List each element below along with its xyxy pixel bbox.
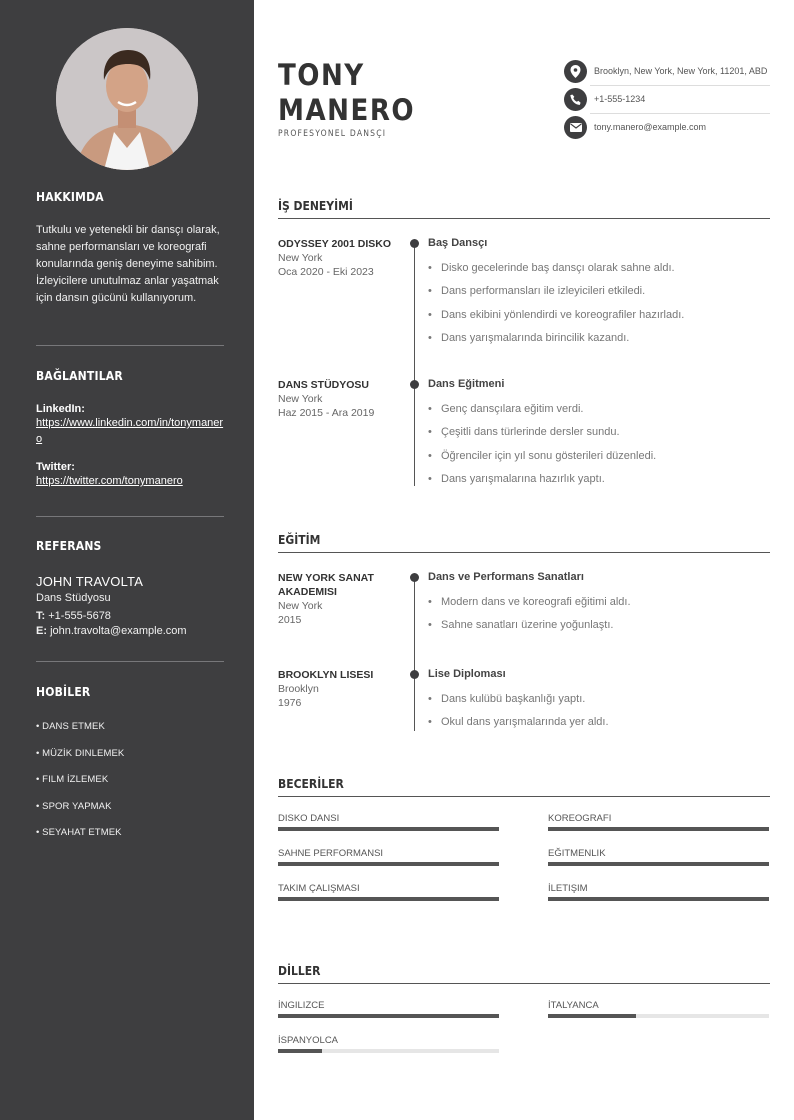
education-timeline — [414, 578, 415, 731]
bullet-item: • Sahne sanatları üzerine yoğunlaştı. — [428, 619, 770, 642]
degree-title: Dans ve Performans Sanatları — [428, 571, 584, 583]
bullet-item: • Dans yarışmalarında birincilik kazandı. — [428, 332, 770, 355]
language-item — [278, 1000, 499, 1018]
skill-bar-fill — [548, 827, 769, 831]
skill-label: SAHNE PERFORMANSI — [278, 848, 384, 859]
experience-1-meta — [278, 237, 396, 279]
name-first: TONY — [278, 58, 365, 92]
role-title: Dans Eğitmeni — [428, 378, 505, 390]
address-text: Brooklyn, New York, New York, 11201, ABD — [594, 66, 768, 76]
bullet-item: • Dans performansları ile izleyicileri etkiledi. — [428, 285, 770, 308]
reference-title: REFERANS — [36, 539, 102, 553]
skill-item — [278, 813, 499, 831]
bullet-item: • Dans yarışmalarına hazırlık yaptı. — [428, 473, 770, 496]
skill-bar — [278, 862, 499, 866]
phone-value: +1-555-5678 — [48, 610, 111, 622]
experience-timeline — [414, 243, 415, 486]
degree-title: Lise Diploması — [428, 668, 506, 680]
skill-label: İLETIŞIM — [548, 883, 588, 894]
dates: 2015 — [278, 614, 302, 626]
profile-photo — [56, 28, 198, 170]
sidebar — [0, 0, 254, 1120]
bullet-item: • Dans kulübü başkanlığı yaptı. — [428, 693, 770, 716]
links-title: BAĞLANTILAR — [36, 369, 123, 383]
bullet-item: • Öğrenciler için yıl sonu gösterileri düzenledi. — [428, 450, 770, 473]
skill-label: EĞITMENLIK — [548, 848, 606, 859]
skill-item — [278, 883, 499, 901]
location: New York — [278, 393, 323, 405]
education-2-details — [428, 668, 770, 740]
bullet-item: • Çeşitli dans türlerinde dersler sundu. — [428, 426, 770, 449]
about-title: HAKKIMDA — [36, 190, 104, 204]
location: New York — [278, 252, 323, 264]
email-label: E: — [36, 625, 47, 637]
divider — [36, 345, 224, 346]
skill-bar — [278, 897, 499, 901]
skill-label: TAKIM ÇALIŞMASI — [278, 883, 360, 894]
location: New York — [278, 600, 323, 612]
skill-bar-fill — [278, 827, 499, 831]
about-section — [36, 190, 224, 307]
skill-bar-fill — [278, 862, 499, 866]
contact-phone — [564, 88, 770, 111]
language-bar — [278, 1049, 499, 1053]
skill-item — [278, 848, 499, 866]
about-text: Tutkulu ve yetenekli bir dansçı olarak, sahne performansları ve koreografi konularında geniş deneyime sahibim. İzleyicilere unutulmaz anlar yaşatmak için dansın gücünü kullanıyorum. — [36, 224, 220, 304]
divider — [36, 661, 224, 662]
phone-icon — [564, 88, 587, 111]
link-label: LinkedIn: — [36, 403, 85, 415]
organization: ODYSSEY 2001 DISKO — [278, 238, 392, 250]
reference-name: JOHN TRAVOLTA — [36, 574, 144, 589]
link-label: Twitter: — [36, 461, 75, 473]
divider — [590, 113, 770, 114]
bullet-item: • Disko gecelerinde baş dansçı olarak sahne aldı. — [428, 262, 770, 285]
skill-label: DISKO DANSI — [278, 813, 340, 824]
dates: 1976 — [278, 697, 302, 709]
skill-item — [548, 883, 769, 901]
dates: Haz 2015 - Ara 2019 — [278, 407, 375, 419]
experience-1-details — [428, 237, 770, 355]
envelope-icon — [564, 116, 587, 139]
education-1-details — [428, 571, 770, 643]
divider — [36, 516, 224, 517]
language-bar — [278, 1014, 499, 1018]
language-label: İTALYANCA — [548, 1000, 599, 1011]
email-text: tony.manero@example.com — [594, 122, 707, 132]
language-item — [278, 1035, 499, 1053]
skill-bar — [278, 827, 499, 831]
timeline-dot — [410, 380, 419, 389]
organization: DANS STÜDYOSU — [278, 379, 370, 391]
language-label: İSPANYOLCA — [278, 1035, 339, 1046]
divider — [590, 85, 770, 86]
contact-email — [564, 116, 770, 139]
skill-bar — [548, 827, 769, 831]
reference-email — [36, 624, 224, 639]
education-1-meta — [278, 571, 396, 627]
hobby-item: • MÜZİK DINLEMEK — [36, 747, 125, 759]
language-bar — [548, 1014, 769, 1018]
reference-section — [36, 539, 224, 639]
reference-company: Dans Stüdyosu — [36, 592, 111, 604]
portrait-image — [56, 28, 198, 170]
location-pin-icon — [564, 60, 587, 83]
organization: BROOKLYN LISESI — [278, 669, 374, 681]
hobbies-title: HOBİLER — [36, 685, 91, 699]
job-title: PROFESYONEL DANSÇI — [278, 129, 387, 139]
location: Brooklyn — [278, 683, 319, 695]
languages-title: DİLLER — [278, 964, 770, 984]
link-linkedin — [36, 403, 224, 447]
full-name — [278, 58, 415, 128]
bullet-item: • Okul dans yarışmalarında yer aldı. — [428, 716, 770, 739]
skill-bar — [548, 862, 769, 866]
skill-item — [548, 813, 769, 831]
hobby-item: • SPOR YAPMAK — [36, 800, 112, 812]
timeline-dot — [410, 239, 419, 248]
experience-2-meta — [278, 378, 396, 420]
link-twitter — [36, 461, 224, 489]
language-label: İNGILIZCE — [278, 1000, 325, 1011]
bullet-item: • Genç dansçılara eğitim verdi. — [428, 403, 770, 426]
hobbies-section — [36, 685, 224, 854]
email-value: john.travolta@example.com — [50, 625, 187, 637]
language-bar-fill — [278, 1049, 322, 1053]
twitter-link[interactable]: https://twitter.com/tonymanero — [36, 475, 183, 487]
language-bar-fill — [548, 1014, 636, 1018]
skills-title: BECERİLER — [278, 777, 770, 797]
skill-bar-fill — [278, 897, 499, 901]
skill-bar-fill — [548, 897, 769, 901]
language-item — [548, 1000, 769, 1018]
dates: Oca 2020 - Eki 2023 — [278, 266, 374, 278]
experience-title: İŞ DENEYİMİ — [278, 199, 770, 219]
phone-label: T: — [36, 610, 46, 622]
skill-label: KOREOGRAFI — [548, 813, 612, 824]
education-title: EĞİTİM — [278, 533, 770, 553]
phone-text: +1-555-1234 — [594, 94, 646, 104]
links-section — [36, 369, 224, 489]
experience-2-details — [428, 378, 770, 496]
hobby-item: • SEYAHAT ETMEK — [36, 827, 122, 838]
hobbies-list — [36, 721, 224, 854]
name-last: MANERO — [278, 93, 416, 127]
timeline-dot — [410, 670, 419, 679]
hobby-item: • DANS ETMEK — [36, 721, 105, 732]
hobby-item: • FILM İZLEMEK — [36, 774, 109, 785]
skill-bar-fill — [548, 862, 769, 866]
bullet-item: • Dans ekibini yönlendirdi ve koreografiler hazırladı. — [428, 309, 770, 332]
skill-bar — [548, 897, 769, 901]
bullet-item: • Modern dans ve koreografi eğitimi aldı. — [428, 596, 770, 619]
linkedin-link[interactable]: https://www.linkedin.com/in/tonymanero — [36, 417, 224, 445]
language-bar-fill — [278, 1014, 499, 1018]
organization: NEW YORK SANAT AKADEMISI — [278, 572, 374, 598]
timeline-dot — [410, 573, 419, 582]
contact-address — [564, 60, 770, 83]
reference-phone — [36, 609, 224, 624]
education-2-meta — [278, 668, 396, 710]
skill-item — [548, 848, 769, 866]
role-title: Baş Dansçı — [428, 237, 488, 249]
